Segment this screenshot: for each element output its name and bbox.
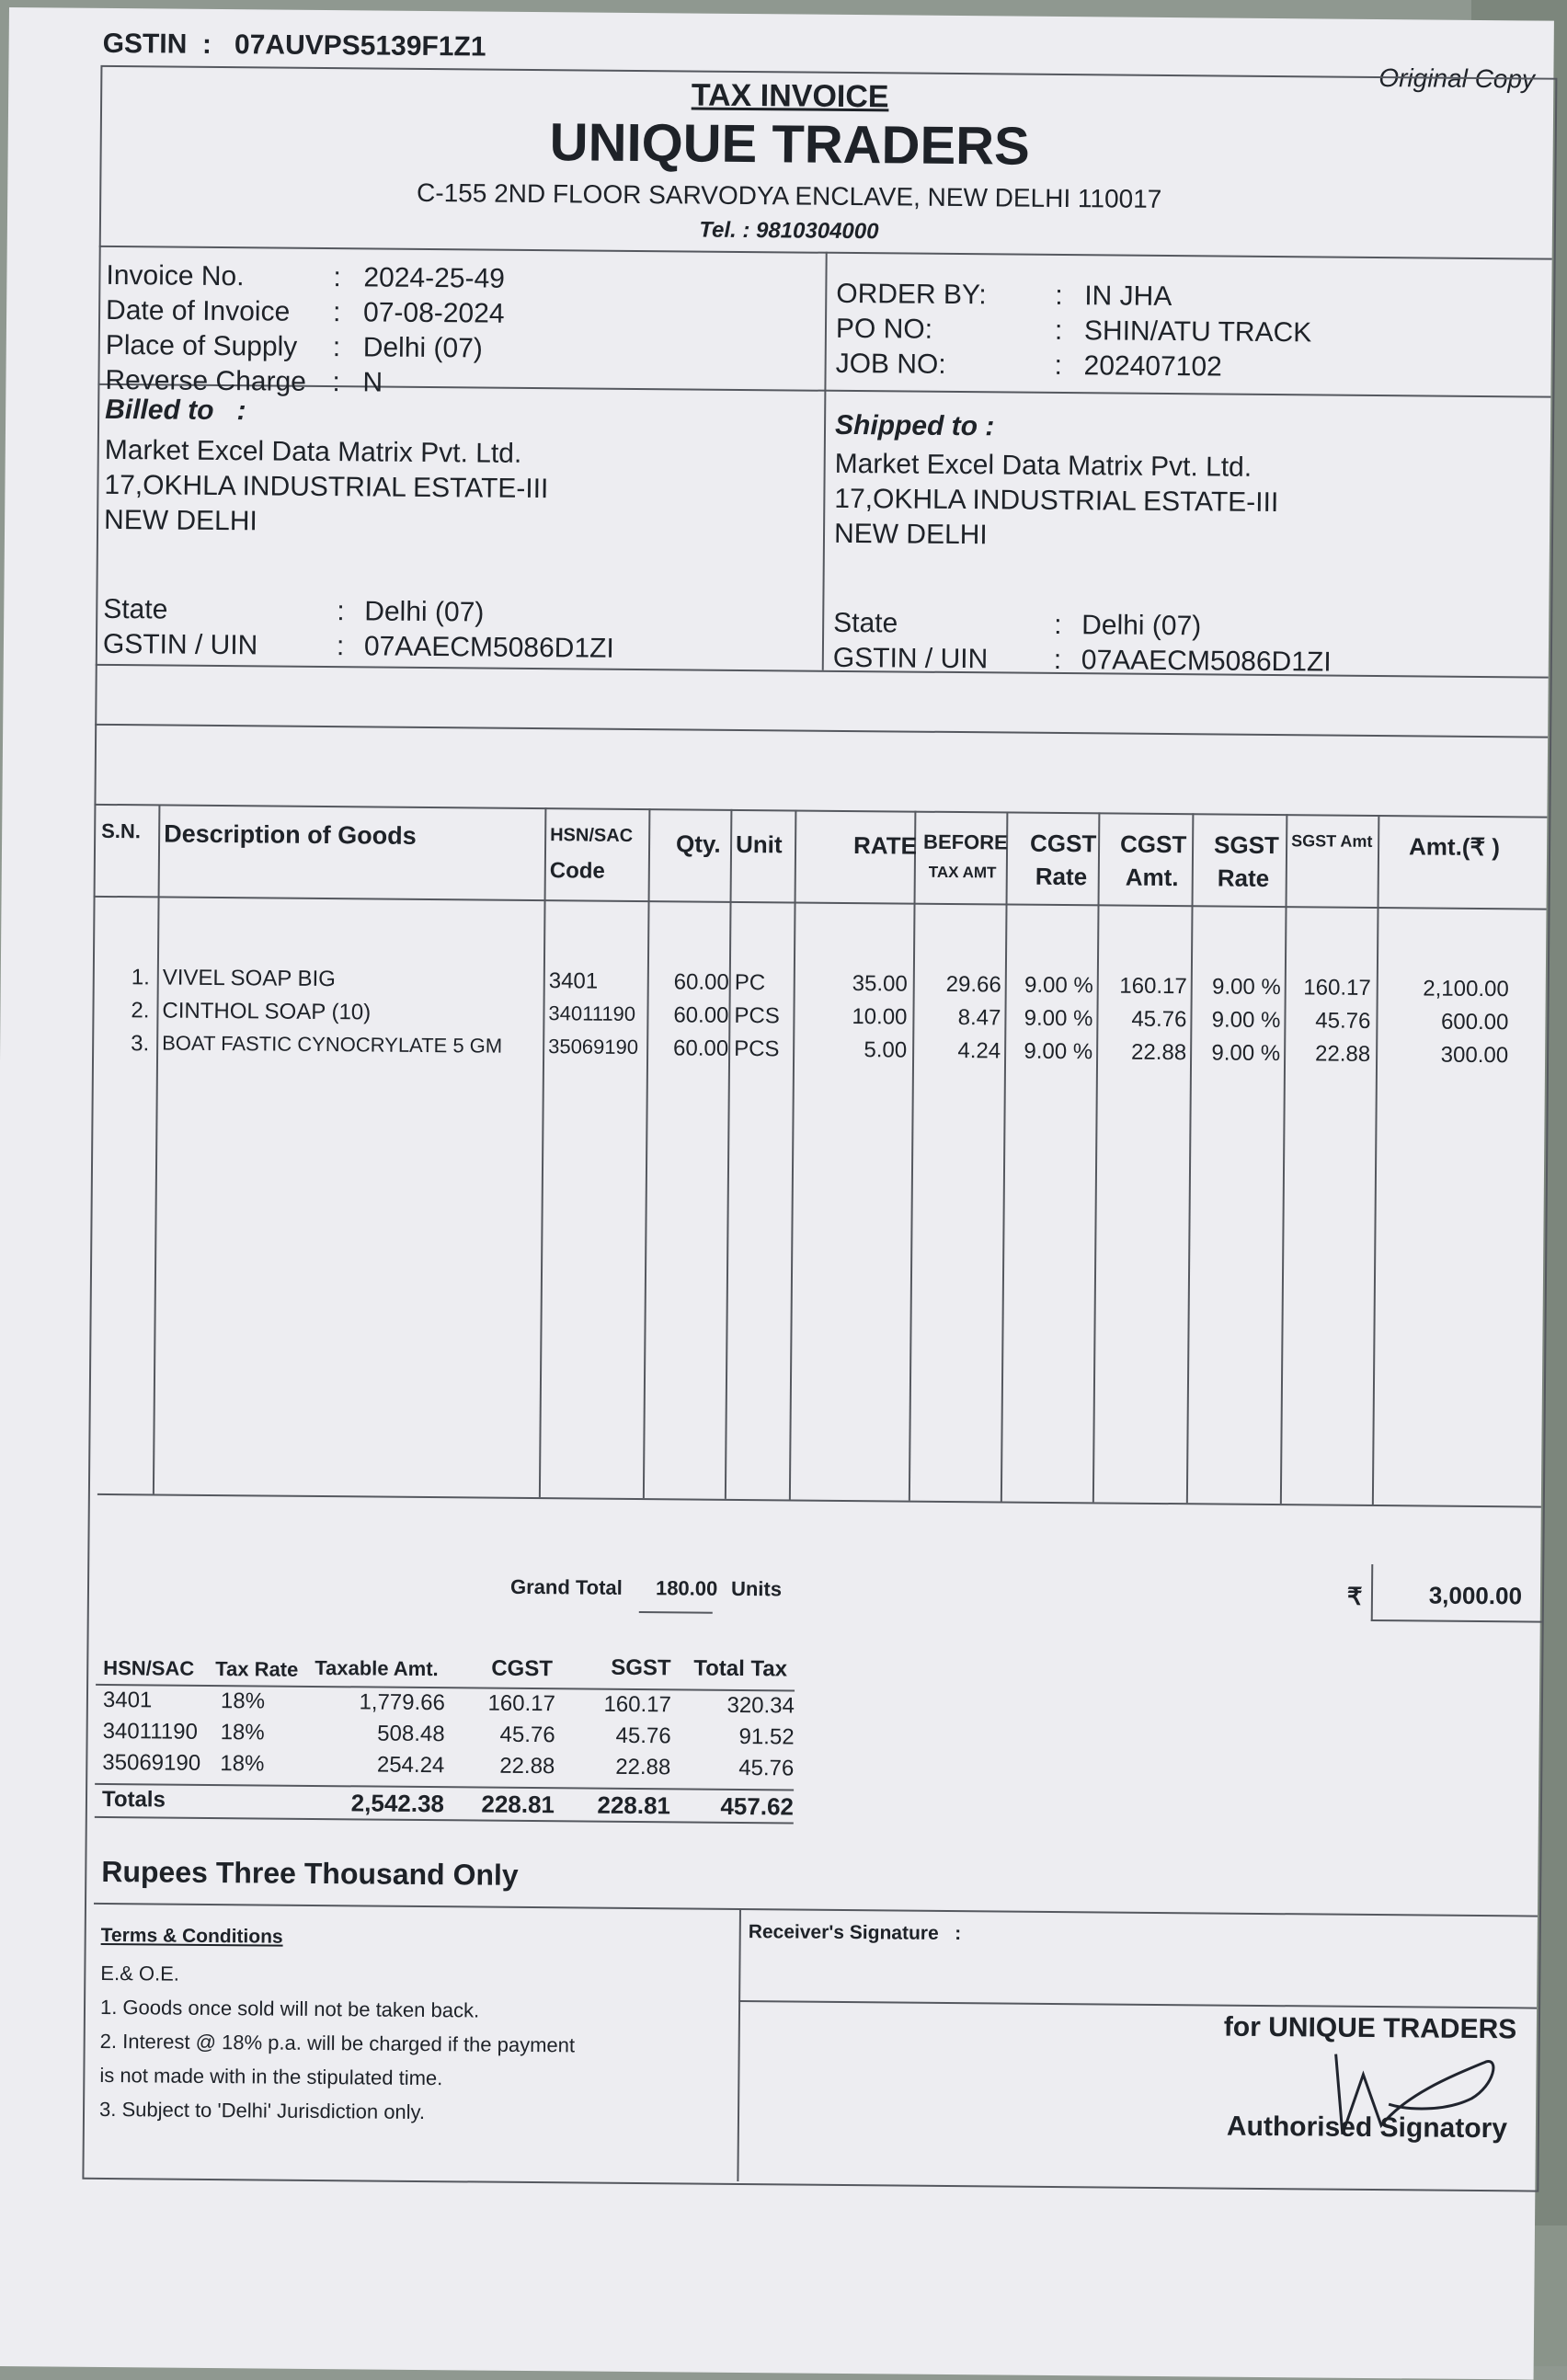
billed-to-heading: Billed to : bbox=[105, 394, 246, 427]
invoice-no-label: Invoice No. bbox=[106, 259, 245, 292]
col-amount: Amt.(₹ ) bbox=[1408, 832, 1501, 862]
billed-to-addr1: 17,OKHLA INDUSTRIAL ESTATE-III bbox=[104, 469, 549, 505]
invoice-date-value: 07-08-2024 bbox=[362, 297, 505, 329]
table-row: 3. BOAT FASTIC CYNOCRYLATE 5 GM 35069190 60.00 PCS 5.00 4.24 9.00 % 22.88 9.00 % 22.88 300.00 bbox=[131, 1031, 1509, 1069]
po-no-value: SHIN/ATU TRACK bbox=[1083, 315, 1312, 349]
terms-line: 2. Interest @ 18% p.a. will be charged if the payment bbox=[99, 2029, 576, 2057]
invoice-paper: GSTIN : 07AUVPS5139F1Z1 Original Copy TAX INVOICE UNIQUE TRADERS C-155 2ND FLOOR SARVODYA ENCLAVE, NEW DELHI 110017 Tel. : 9810304000 Invoice No. Date of Invoice Place of Supply Reverse Charge : : : : 2024-25-49 07-08-2024 Delhi (07) N ORDER BY: PO NO: JOB NO: : : : IN JHA SHIN/ATU TRACK 202407102 Billed to : Market Excel Data Matrix Pvt. Ltd. 17,OKHLA INDUSTRIAL ESTATE-III NEW DELHI State GSTIN / UIN : : Delhi (07) 07AAECM5086D1ZI Shipped to : Market Excel Data Matrix Pvt. Ltd. 17,OKHLA INDUSTRIAL ESTATE-III NEW DELHI State GSTIN / UIN : : Delhi (07) 07AAECM5086D1ZI S.N. Description of Goods HSN/SAC Code Qty. Unit RATE BEFORE TAX AMT CGST Rate CGST Amt. SGST Rate SGST Amt Amt.(₹ ) 1. VIVEL SOAP BIG 3401 60.00 PC 35.00 29.66 9.00 % 160.17 9.00 % 160.17 2,100.00 2. CINTHOL SOAP (10) 34011190 60.00 PCS 10.00 8.47 9.00 % 45.76 9.00 % 45.76 600.00 3. BOAT FASTIC CYNOCRYLATE 5 GM 35069190 60.00 PCS 5.00 4.24 9.00 % 22.88 9.00 % 22.88 300.00 Grand Total 180.00 Units ₹ 3,000.00 HSN/SAC Tax Rate Taxable Amt. CGST SGST Total Tax 3401 18% 1,779.66 160.17 160.17 320.34 34011190 18% 508.48 45.76 45.76 91.52 35069190 18% 254.24 22.88 22.88 45.76 Totals 2,542.38 228.81 228.81 457.62 Rupees Three Thousand Only Terms & Conditions E.& O.E. 1. Goods once sold will not be taken back. 2. Interest @ 18% p.a. will be charged if the payment is not made with in the stipulated time. 3. Subject to 'Delhi' Jurisdiction only. Receiver's Signature : for UNIQUE TRADERS Authorised Signatory bbox=[0, 7, 1554, 2380]
billed-state-value: Delhi (07) bbox=[364, 596, 485, 628]
order-labels bbox=[835, 277, 986, 383]
copy-label: Original Copy bbox=[1378, 63, 1536, 94]
place-of-supply-label: Place of Supply bbox=[105, 329, 298, 362]
grand-total-label: Grand Total bbox=[509, 1574, 623, 1599]
terms-line: is not made with in the stipulated time. bbox=[99, 2063, 443, 2090]
grand-total-amount: 3,000.00 bbox=[1428, 1581, 1523, 1610]
shipped-to-addr1: 17,OKHLA INDUSTRIAL ESTATE-III bbox=[834, 483, 1279, 519]
invoice-labels bbox=[105, 258, 307, 400]
for-company: for UNIQUE TRADERS bbox=[1223, 2011, 1517, 2045]
col-sgst-rate: SGST bbox=[1213, 830, 1280, 860]
company-tel: Tel. : 9810304000 bbox=[699, 217, 879, 245]
col-hsn: HSN/SAC bbox=[550, 825, 634, 846]
order-by-label: ORDER BY: bbox=[836, 278, 987, 311]
col-hsn-code: Code bbox=[549, 858, 605, 884]
shipped-to-name: Market Excel Data Matrix Pvt. Ltd. bbox=[834, 448, 1252, 483]
shipped-to-address bbox=[834, 447, 1279, 555]
col-sgst-amt: SGST Amt bbox=[1291, 831, 1373, 851]
shipped-state-value: Delhi (07) bbox=[1081, 610, 1202, 642]
terms-line: 1. Goods once sold will not be taken back. bbox=[99, 1995, 480, 2022]
gstin-label: GSTIN bbox=[102, 28, 188, 60]
tax-col-total: Total Tax bbox=[693, 1655, 788, 1682]
terms-list bbox=[99, 1956, 576, 2130]
billed-state-label: State bbox=[103, 593, 168, 625]
terms-line: E.& O.E. bbox=[100, 1961, 180, 1985]
billed-to-address bbox=[104, 433, 549, 542]
po-no-label: PO NO: bbox=[835, 313, 933, 345]
gstin-line: GSTIN : 07AUVPS5139F1Z1 bbox=[102, 28, 486, 63]
col-cgst-rate: CGST bbox=[1029, 829, 1097, 858]
billed-to-addr2: NEW DELHI bbox=[103, 504, 257, 537]
shipped-to-addr2: NEW DELHI bbox=[833, 518, 988, 551]
invoice-values bbox=[362, 260, 505, 401]
col-cgst-amt: CGST bbox=[1119, 830, 1187, 859]
company-address: C-155 2ND FLOOR SARVODYA ENCLAVE, NEW DELHI 110017 bbox=[416, 177, 1162, 213]
grand-total-qty: 180.00 bbox=[655, 1576, 718, 1600]
gstin-value: 07AUVPS5139F1Z1 bbox=[234, 29, 486, 63]
receiver-signature-label: Receiver's Signature : bbox=[748, 1921, 962, 1945]
tax-col-hsn: HSN/SAC bbox=[103, 1655, 195, 1680]
tax-row: 35069190 18% 254.24 22.88 22.88 45.76 bbox=[102, 1749, 795, 1781]
rupee-icon: ₹ bbox=[1346, 1582, 1363, 1610]
col-sn: S.N. bbox=[101, 818, 142, 843]
shipped-gstin-value: 07AAECM5086D1ZI bbox=[1081, 645, 1332, 678]
amount-in-words: Rupees Three Thousand Only bbox=[101, 1854, 519, 1892]
reverse-charge-value: N bbox=[362, 367, 383, 398]
tax-col-cgst: CGST bbox=[491, 1655, 554, 1682]
table-row: 1. VIVEL SOAP BIG 3401 60.00 PC 35.00 29.66 9.00 % 160.17 9.00 % 160.17 2,100.00 bbox=[131, 965, 1509, 1002]
col-rate: RATE bbox=[852, 831, 918, 860]
tax-col-taxable: Taxable Amt. bbox=[315, 1655, 439, 1681]
shipped-to-heading: Shipped to : bbox=[834, 409, 995, 442]
tax-col-rate: Tax Rate bbox=[215, 1657, 299, 1681]
job-no-label: JOB NO: bbox=[835, 348, 946, 380]
table-row: 2. CINTHOL SOAP (10) 34011190 60.00 PCS 10.00 8.47 9.00 % 45.76 9.00 % 45.76 600.00 bbox=[131, 998, 1509, 1036]
terms-line: 3. Subject to 'Delhi' Jurisdiction only. bbox=[98, 2097, 426, 2124]
invoice-no-value: 2024-25-49 bbox=[363, 262, 506, 294]
tax-row: 34011190 18% 508.48 45.76 45.76 91.52 bbox=[102, 1718, 795, 1750]
col-desc: Description of Goods bbox=[164, 819, 417, 850]
shipped-gstin-label: GSTIN / UIN bbox=[832, 642, 989, 675]
shipped-state-label: State bbox=[833, 607, 898, 639]
billed-gstin-label: GSTIN / UIN bbox=[102, 628, 258, 661]
doc-title: TAX INVOICE bbox=[691, 77, 889, 115]
authorised-signatory: Authorised Signatory bbox=[1226, 2111, 1508, 2145]
col-qty: Qty. bbox=[675, 830, 721, 858]
col-before: BEFORE bbox=[923, 830, 1008, 854]
tax-totals-row: Totals 2,542.38 228.81 228.81 457.62 bbox=[101, 1786, 795, 1821]
tax-row: 3401 18% 1,779.66 160.17 160.17 320.34 bbox=[102, 1687, 795, 1719]
col-before-tax: TAX AMT bbox=[928, 863, 997, 882]
order-by-value: IN JHA bbox=[1084, 280, 1172, 313]
order-values bbox=[1083, 279, 1311, 385]
company-name: UNIQUE TRADERS bbox=[549, 112, 1031, 177]
billed-to-name: Market Excel Data Matrix Pvt. Ltd. bbox=[104, 434, 522, 469]
terms-heading: Terms & Conditions bbox=[100, 1924, 283, 1948]
place-of-supply-value: Delhi (07) bbox=[362, 332, 483, 364]
tax-col-sgst: SGST bbox=[611, 1654, 671, 1681]
reverse-charge-label: Reverse Charge bbox=[105, 364, 307, 397]
col-unit: Unit bbox=[735, 830, 783, 859]
invoice-date-label: Date of Invoice bbox=[105, 294, 291, 327]
billed-gstin-value: 07AAECM5086D1ZI bbox=[363, 631, 614, 664]
grand-total-units: Units bbox=[730, 1576, 783, 1601]
job-no-value: 202407102 bbox=[1083, 350, 1222, 383]
